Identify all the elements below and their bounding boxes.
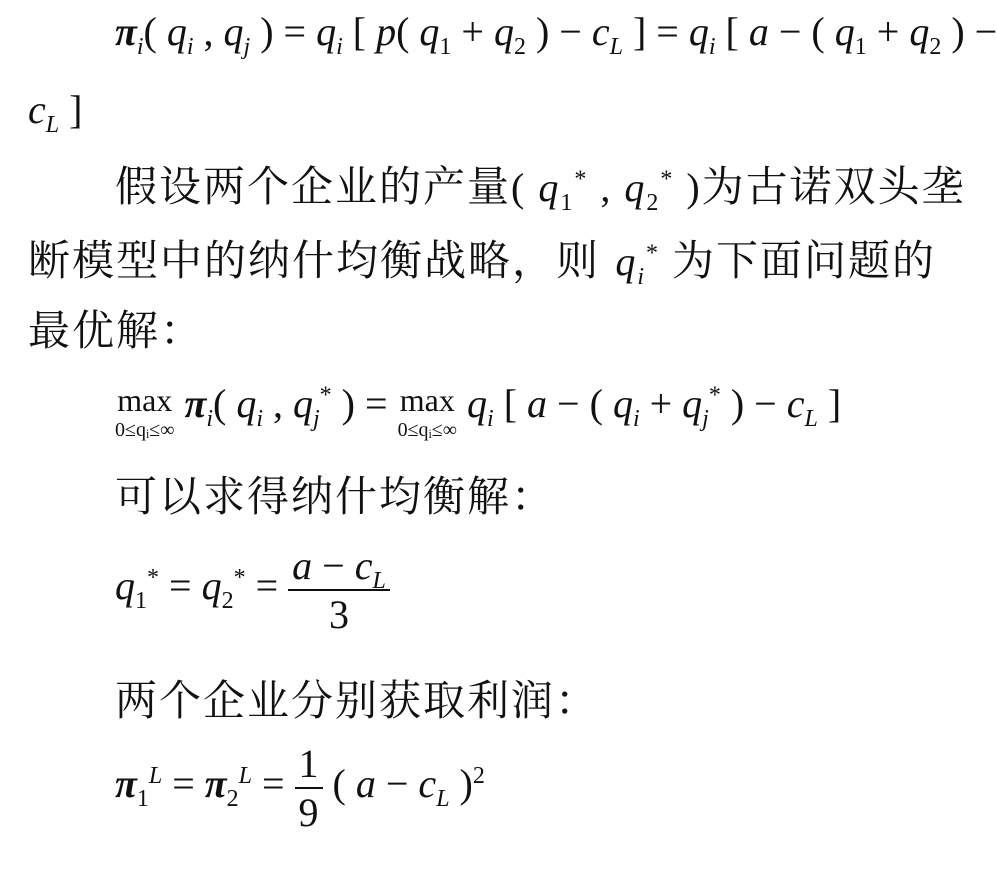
strategy-text-end: 为下面问题的 <box>672 236 937 285</box>
profit-fraction: $\frac{1}{9}$ <box>295 740 323 836</box>
max-limit-right: 0≤qᵢ≤∞ <box>397 419 458 441</box>
nash-equilibrium-text: 可以求得纳什均衡解： <box>115 472 556 521</box>
assumption-text-line-2: 断模型中的纳什均衡战略，则 $q_i^*$ 为下面问题的 <box>28 236 937 290</box>
profit-equation: $\pi_1^L = \pi_2^L$ = $\frac{1}{9}$ ( $a - c_L$ )$^2$ <box>115 741 485 835</box>
profit-function-line-1: $\pi_i$( $q_i$ , $q_j$ ) = $q_i$ [ p( $q_1 + q_2$ ) − $c_L$ ] = $q_i$ [ a − ( $q_1 + q_2$ ) − <box>115 9 997 60</box>
max-operator-left <box>115 380 174 440</box>
max-limit-left: 0≤qᵢ≤∞ <box>115 419 175 441</box>
max-operator-right <box>398 380 457 440</box>
optimal-solution-text: 最优解： <box>28 306 205 355</box>
assumption-text-line-1: 假设两个企业的产量( $q_1^*$ , $q_2^*$ )为古诺双头垄 <box>115 162 966 216</box>
optimal-solution-label <box>28 298 204 358</box>
nash-equilibrium-label <box>115 464 555 524</box>
profit-label <box>115 668 599 728</box>
profit-text: 两个企业分别获取利润： <box>115 676 600 725</box>
max-problem-equation: max 0≤qᵢ≤∞ $\pi_i$( $q_i$ , $q_j^*$ ) = max 0≤qᵢ≤∞ $q_i$ [ a − ( $q_i + q_j^*$ ) − $c_L$ ] <box>115 381 842 441</box>
assumption-text-end: 为古诺双头垄 <box>701 162 966 211</box>
profit-function-line-2: $c_L$ ] <box>28 87 83 138</box>
equilibrium-fraction: $\frac{a - c_L}{3}$ <box>288 542 390 638</box>
assumption-text-start: 假设两个企业的产量 <box>115 162 512 211</box>
strategy-text-start: 断模型中的纳什均衡战略，则 <box>28 236 601 285</box>
equilibrium-solution-equation: $q_1^* = q_2^*$ = $\frac{a - c_L}{3}$ <box>115 542 390 638</box>
max-label-right: max <box>399 382 455 418</box>
max-label-left: max <box>117 382 173 418</box>
